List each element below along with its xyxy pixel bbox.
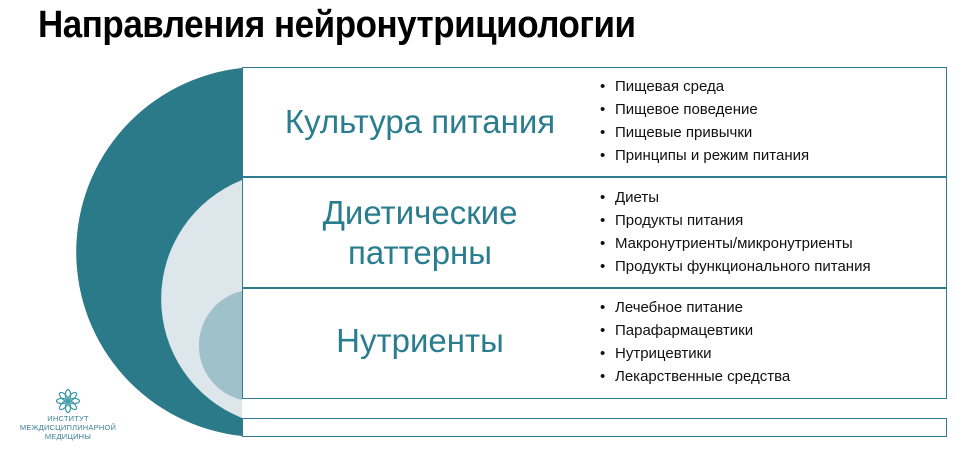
- list-item: • Пищевая среда: [600, 75, 809, 98]
- list-item: • Продукты питания: [600, 209, 871, 232]
- list-item: • Продукты функционального питания: [600, 255, 871, 278]
- logo-text-line: МЕЖДИСЦИПЛИНАРНОЙ: [19, 423, 117, 432]
- list-item: • Пищевое поведение: [600, 98, 809, 121]
- nutrients-items-list: [600, 296, 790, 388]
- category-label-line: паттерны: [347, 234, 492, 271]
- flower-logo-icon: [55, 388, 81, 414]
- culture-items-list: [600, 75, 809, 167]
- list-item: • Принципы и режим питания: [600, 144, 809, 167]
- row-divider: [242, 287, 947, 289]
- logo-text-line: ИНСТИТУТ: [47, 414, 89, 423]
- logo-text-line: МЕДИЦИНЫ: [44, 432, 92, 441]
- list-item: • Парафармацевтики: [600, 319, 790, 342]
- list-item: • Лекарственные средства: [600, 365, 790, 388]
- institute-logo: [18, 388, 118, 441]
- category-label-diet-patterns: [250, 193, 590, 273]
- category-label-line: Культура питания: [284, 103, 556, 140]
- category-label-culture: [250, 102, 590, 142]
- page-title: Направления нейронутрициологии: [38, 4, 636, 46]
- category-label-nutrients: [250, 321, 590, 361]
- list-item: • Диеты: [600, 186, 871, 209]
- list-item: • Лечебное питание: [600, 296, 790, 319]
- diet-patterns-items-list: [600, 186, 871, 278]
- list-item: • Макронутриенты/микронутриенты: [600, 232, 871, 255]
- bottom-strip: [242, 418, 947, 437]
- category-label-line: Нутриенты: [336, 322, 504, 359]
- list-item: • Нутрицевтики: [600, 342, 790, 365]
- row-divider: [242, 176, 947, 178]
- list-item: • Пищевые привычки: [600, 121, 809, 144]
- category-label-line: Диетические: [322, 194, 518, 231]
